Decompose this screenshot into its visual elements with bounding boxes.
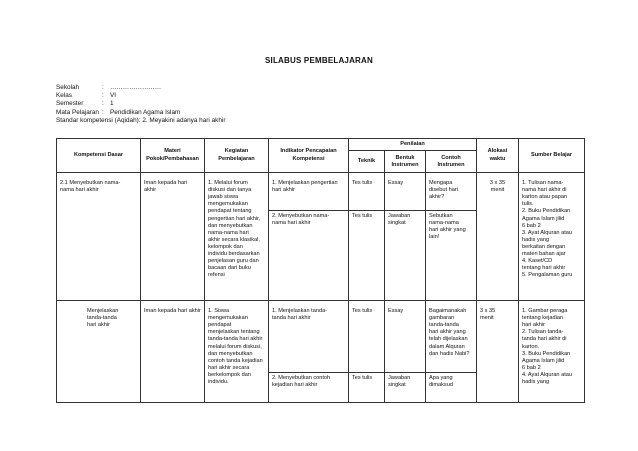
meta-row-semester: Semester : 1 <box>56 100 114 108</box>
materi-cell: Iman kepada hari akhir <box>141 301 205 403</box>
header-sumber: Sumber Belajar <box>519 139 585 173</box>
header-bentuk: Bentuk Instrumen <box>385 151 426 173</box>
contoh-cell: Sebutkan nama-nama hari akhir yang lain! <box>426 211 477 301</box>
kompetensi-cell: Menjelaskan tanda-tanda hari akhir <box>57 301 141 403</box>
document-title: SILABUS PEMBELAJARAN <box>264 56 373 65</box>
meta-value: Pendidikan Agama Islam <box>110 108 181 116</box>
indikator-cell: 2. Menyebutkan contoh kejadian hari akhir <box>269 373 349 403</box>
meta-label: Sekolah <box>56 84 80 91</box>
contoh-cell: Mengapa disebut hari akhir? <box>426 173 477 211</box>
teknik-cell: Tes tulis <box>349 211 385 301</box>
contoh-cell: Bagaimanakah gambaran tanda-tanda hari akhir yang telah dijelaskan dalam Alquran dan hadis Nabi? <box>426 301 477 373</box>
meta-label: Kelas <box>56 92 72 100</box>
header-kegiatan: Kegiatan Pembelajaran <box>205 139 269 173</box>
table-row <box>57 173 585 211</box>
indikator-cell: 2. Menyebutkan nama- nama hari akhir <box>269 211 349 301</box>
indikator-cell: 1. Menjelaskan tanda- tanda hari akhir <box>269 301 349 373</box>
header-penilaian: Penilaian <box>349 139 477 151</box>
kompetensi-cell: 2.1 Menyebutkan nama- nama hari akhir <box>57 173 141 301</box>
header-indikator: Indikator Pencapaian Kompetensi <box>269 139 349 173</box>
meta-value: 1 <box>110 100 114 108</box>
indikator-cell: 1. Menjelaskan pengertian hari akhir <box>269 173 349 211</box>
meta-label: Mata Pelajaran <box>56 108 99 116</box>
alokasi-cell: 3 x 35 menit <box>477 173 519 301</box>
bentuk-cell: Essay <box>385 173 426 211</box>
bentuk-cell: Essay <box>385 301 426 373</box>
identity-block <box>56 84 225 125</box>
teknik-cell: Tes tulis <box>349 301 385 373</box>
header-teknik: Teknik <box>349 151 385 173</box>
materi-cell: Iman kepada hari akhir <box>141 173 205 301</box>
syllabus-table <box>56 138 585 403</box>
meta-row-sekolah: Sekolah : …………………… <box>56 84 162 91</box>
header-materi: Materi Pokok/Pembahasan <box>141 139 205 173</box>
kegiatan-cell: 1. Melalui forum diskusi dan tanya jawab siswa mengemukakan pendapat tentang pengertian hari akhir, dan menyebutkan nama-nama hari akhir secara klasikal, kelompok dan individu berdasarkan penjelasan guru dan bacaan dari buku refensi <box>205 173 269 301</box>
bentuk-cell: Jawaban singkat <box>385 373 426 403</box>
meta-row-mapel: Mata Pelajaran : Pendidikan Agama Islam <box>56 108 181 116</box>
sumber-cell: 1. Gambar peraga tentang kejadian hari akhir 2. Tulisan tanda- tanda hari akhir di karton. 3. Buku Pendidikan Agama Islam jilid 6 bab 2 4. Ayat Alquran atau hadis yang <box>519 301 585 403</box>
kegiatan-cell: 1. Siswa mengemukakan pendapat menjelaskan tentang tanda-tanda hari akhir melalui forum diskusi, dan menyebutkan contoh tanda kejadian hari akhir secara berkelompok dan individu. <box>205 301 269 403</box>
meta-row-kelas: Kelas : VI <box>56 92 117 100</box>
table-row <box>57 301 585 373</box>
meta-value: VI <box>110 92 117 100</box>
standar-kompetensi: Standar kompetensi (Aqidah): 2. Meyakini adanya hari akhir <box>56 116 226 124</box>
meta-value: …………………… <box>110 84 162 91</box>
bentuk-cell: Jawaban singkat <box>385 211 426 301</box>
header-contoh: Contoh Instrumen <box>426 151 477 173</box>
teknik-cell: Tes tulis <box>349 373 385 403</box>
alokasi-cell: 3 x 35 menit <box>477 301 519 403</box>
meta-label: Semester <box>56 100 84 108</box>
sumber-cell: 1. Tulisan nama- nama hari akhir di karton atau papan tulis. 2. Buku Pendidikan Agama Islam jilid 6 bab 2 3. Ayat Alquran atau hadis yang berkaitan dengan materi bahan ajar 4. Kaset/CD tentang hari akhir 5. Pengalaman guru <box>519 173 585 301</box>
contoh-cell: Apa yang dimaksud <box>426 373 477 403</box>
header-kompetensi: Kompetensi Dasar <box>57 139 141 173</box>
header-alokasi: Alokasi waktu <box>477 139 519 173</box>
teknik-cell: Tes tulis <box>349 173 385 211</box>
